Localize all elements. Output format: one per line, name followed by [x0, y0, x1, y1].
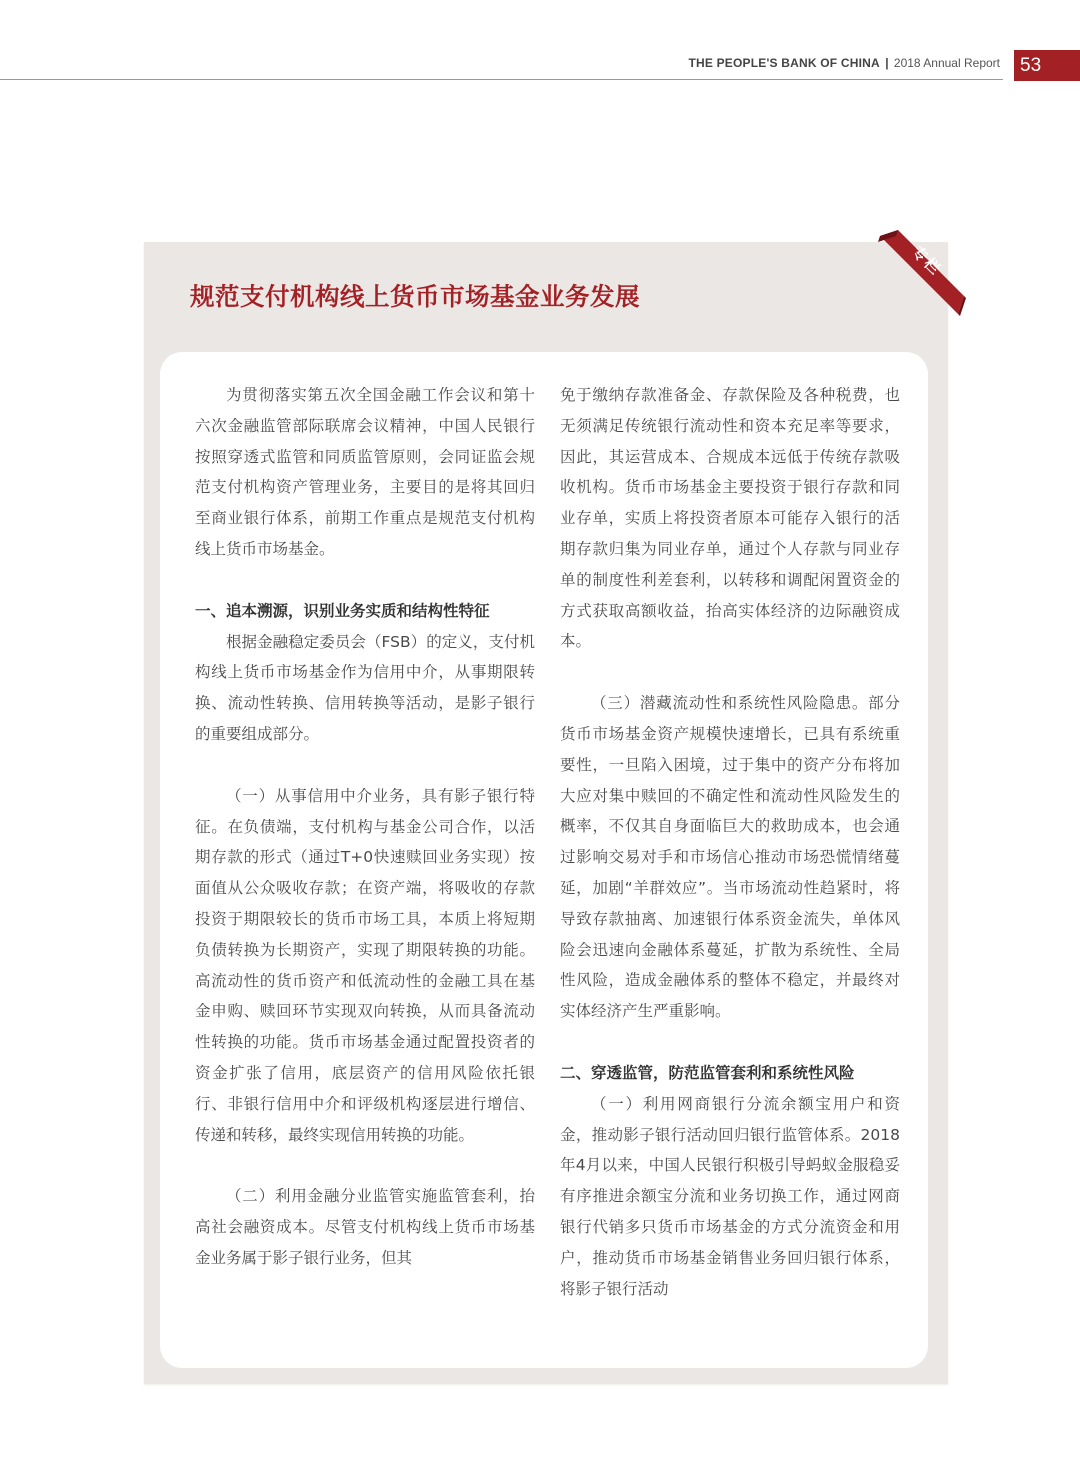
section2-heading: 二、穿透监管，防范监管套利和系统性风险: [560, 1063, 855, 1082]
header-rule: [0, 79, 1003, 80]
left-column: [195, 380, 535, 1274]
header-separator: |: [885, 56, 889, 70]
article-title: 规范支付机构线上货币市场基金业务发展: [190, 282, 640, 311]
section1-paragraph: 根据金融稳定委员会（FSB）的定义，支付机构线上货币市场基金作为信用中介，从事期限转换、流动性转换、信用转换等活动，是影子银行的重要组成部分。: [195, 632, 535, 743]
page-number: 53: [1014, 50, 1080, 81]
subsection2-paragraph: （二）利用金融分业监管实施监管套利，抬高社会融资成本。尽管支付机构线上货币市场基金业务属于影子银行业务，但其: [195, 1187, 535, 1267]
bank-name: THE PEOPLE'S BANK OF CHINA: [688, 56, 880, 70]
intro-paragraph: 为贯彻落实第五次全国金融工作会议和第十六次金融监管部际联席会议精神，中国人民银行按照穿透式监管和同质监管原则，会同证监会规范支付机构资产管理业务，主要目的是将其回归至商业银行体系，前期工作重点是规范支付机构线上货币市场基金。: [195, 386, 535, 558]
section1-heading: 一、追本溯源，识别业务实质和结构性特征: [195, 601, 490, 620]
column-tag-label: 专栏: [908, 242, 946, 280]
continued-paragraph: 免于缴纳存款准备金、存款保险及各种税费，也无须满足传统银行流动性和资本充足率等要求，因此，其运营成本、合规成本远低于传统存款吸收机构。货币市场基金主要投资于银行存款和同业存单，实质上将投资者原本可能存入银行的活期存款归集为同业存单，通过个人存款与同业存单的制度性利差套利，以转移和调配闲置资金的方式获取高额收益，抬高实体经济的边际融资成本。: [560, 386, 900, 651]
right-column: [560, 380, 900, 1304]
running-header: [688, 56, 1000, 70]
report-label: 2018 Annual Report: [893, 56, 1000, 70]
subsection1-paragraph: （一）从事信用中介业务，具有影子银行特征。在负债端，支付机构与基金公司合作，以活期存款的形式（通过T+0快速赎回业务实现）按面值从公众吸收存款；在资产端，将吸收的存款投资于期限较长的货币市场工具，本质上将短期负债转换为长期资产，实现了期限转换的功能。高流动性的货币资产和低流动性的金融工具在基金申购、赎回环节实现双向转换，从而具备流动性转换的功能。货币市场基金通过配置投资者的资金扩张了信用，底层资产的信用风险依托银行、非银行信用中介和评级机构逐层进行增信、传递和转移，最终实现信用转换的功能。: [195, 786, 535, 1144]
section2-paragraph: （一）利用网商银行分流余额宝用户和资金，推动影子银行活动回归银行监管体系。2018年4月以来，中国人民银行积极引导蚂蚁金服稳妥有序推进余额宝分流和业务切换工作，通过网商银行代销多只货币市场基金的方式分流资金和用户，推动货币市场基金销售业务回归银行体系，将影子银行活动: [560, 1094, 900, 1298]
subsection3-paragraph: （三）潜藏流动性和系统性风险隐患。部分货币市场基金资产规模快速增长，已具有系统重要性，一旦陷入困境，过于集中的资产分布将加大应对集中赎回的不确定性和流动性风险发生的概率，不仅其自身面临巨大的救助成本，也会通过影响交易对手和市场信心推动市场恐慌情绪蔓延，加剧“羊群效应”。当市场流动性趋紧时，将导致存款抽离、加速银行体系资金流失，单体风险会迅速向金融体系蔓延，扩散为系统性、全局性风险，造成金融体系的整体不稳定，并最终对实体经济产生严重影响。: [560, 694, 900, 1021]
